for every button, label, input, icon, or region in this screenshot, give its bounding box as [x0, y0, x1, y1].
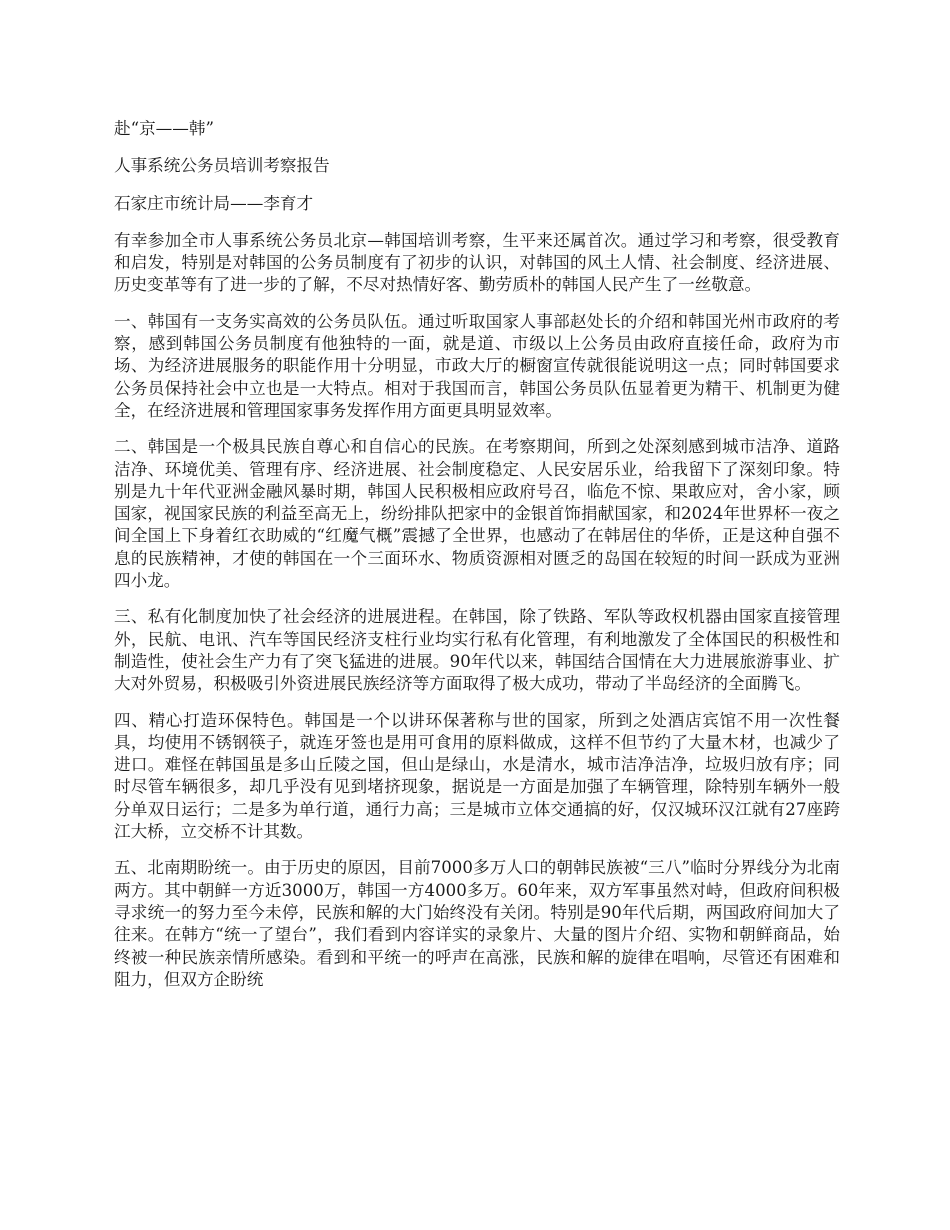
paragraph-section-4: 四、精心打造环保特色。韩国是一个以讲环保著称与世的国家，所到之处酒店宾馆不用一次性餐具，均使用不锈钢筷子，就连牙签也是用可食用的原料做成，这样不但节约了大量木材，也减少了进口。难怪在韩国虽是多山丘陵之国，但山是绿山，水是清水，城市洁净洁净，垃圾归放有序；同时尽管车辆很多，却几乎没有见到堵挤现象，据说是一方面是加强了车辆管理，除特别车辆外一般分单双日运行；二是多为单行道，通行力高；三是城市立体交通搞的好，仅汉城环汉江就有27座跨江大桥，立交桥不计其数。: [114, 710, 840, 842]
paragraph-section-3: 三、私有化制度加快了社会经济的进展进程。在韩国，除了铁路、军队等政权机器由国家直接管理外，民航、电讯、汽车等国民经济支柱行业均实行私有化管理，有利地激发了全体国民的积极性和制造性，使社会生产力有了突飞猛进的进展。90年代以来，韩国结合国情在大力进展旅游事业、扩大对外贸易，积极吸引外资进展民族经济等方面取得了极大成功，带动了半岛经济的全面腾飞。: [114, 607, 840, 694]
paragraph-intro: 有幸参加全市人事系统公务员北京—韩国培训考察，生平来还属首次。通过学习和考察，很受教育和启发，特别是对韩国的公务员制度有了初步的认识，对韩国的风土人情、社会制度、经济进展、历史变革等有了进一步的了解，不尽对热情好客、勤劳质朴的韩国人民产生了一丝敬意。: [114, 230, 840, 295]
paragraph-section-1: 一、韩国有一支务实高效的公务员队伍。通过听取国家人事部赵处长的介绍和韩国光州市政府的考察，感到韩国公务员制度有他独特的一面，就是道、市级以上公务员由政府直接任命，政府为市场、为经济进展服务的职能作用十分明显，市政大厅的橱窗宣传就很能说明这一点；同时韩国要求公务员保持社会中立也是一大特点。相对于我国而言，韩国公务员队伍显着更为精干、机制更为健全，在经济进展和管理国家事务发挥作用方面更具明显效率。: [114, 311, 840, 420]
document-page: [114, 118, 840, 1005]
document-subtitle: 人事系统公务员培训考察报告: [114, 156, 330, 176]
paragraph-section-2: 二、韩国是一个极具民族自尊心和自信心的民族。在考察期间，所到之处深刻感到城市洁净、道路洁净、环境优美、管理有序、经济进展、社会制度稳定、人民安居乐业，给我留下了深刻印象。特别是九十年代亚洲金融风暴时期，韩国人民积极相应政府号召，临危不惊、果敢应对，舍小家，顾国家，视国家民族的利益至高无上，纷纷排队把家中的金银首饰捐献国家，和2024年世界杯一夜之间全国上下身着红衣助威的“红魔气概”震撼了全世界，也感动了在韩居住的华侨，正是这种自强不息的民族精神，才使的韩国在一个三面环水、物质资源相对匮乏的岛国在较短的时间一跃成为亚洲四小龙。: [114, 437, 840, 591]
document-title: 赴“京——韩”: [114, 119, 214, 138]
document-author: 石家庄市统计局——李育才: [114, 193, 314, 213]
paragraph-section-5: 五、北南期盼统一。由于历史的原因，目前7000多万人口的朝韩民族被“三八”临时分界线分为北南两方。其中朝鲜一方近3000万，韩国一方4000多万。60年来，双方军事虽然对峙，但政府间积极寻求统一的努力至今未停，民族和解的大门始终没有关闭。特别是90年代后期，两国政府间加大了往来。在韩方“统一了望台”，我们看到内容详实的录象片、大量的图片介绍、实物和朝鲜商品，始终被一种民族亲情所感染。看到和平统一的呼声在高涨，民族和解的旋律在唱响，尽管还有困难和阻力，但双方企盼统: [114, 858, 840, 989]
